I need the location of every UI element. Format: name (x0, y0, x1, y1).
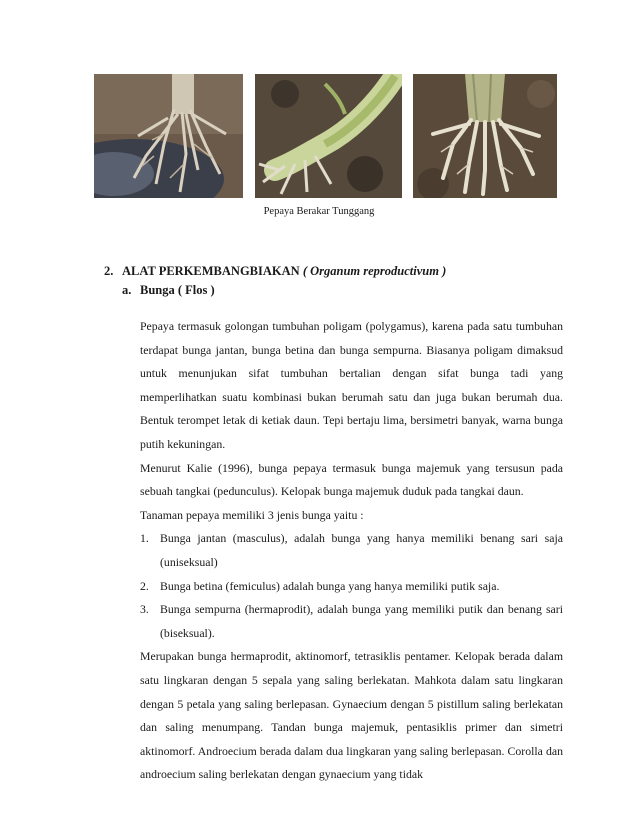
paragraph: Tanaman pepaya memiliki 3 jenis bunga yaitu : (140, 507, 364, 522)
list-item (140, 527, 563, 574)
section-title: ALAT PERKEMBANGBIAKAN (122, 264, 300, 278)
paragraph: Pepaya termasuk golongan tumbuhan poligam (polygamus), karena pada satu tumbuhan terdapat bunga jantan, bunga betina dan bunga sempurna. Biasanya poligam dimaksud untuk menunjukan sifat tumbuhan bertalian dengan sifat bunga tadi yang memperlihatkan suatu kombinasi bukan berumah satu dan juga bukan berumah dua. Bentuk terompet letak di ketiak daun. Tepi bertaju lima, bersimetri banyak, warna bunga putih kekuningan. (140, 319, 563, 451)
photo-trunk-base-roots (413, 74, 557, 198)
paragraph: Merupakan bunga hermaprodit, aktinomorf, tetrasiklis pentamer. Kelopak berada dalam satu lingkaran dengan 5 sepala yang saling berlekatan. Mahkota dalam satu lingkaran dengan 5 petala yang saling berlepasan. Gynaecium dengan 5 pistillum saling berlekatan dan saling menumpang. Tandan bunga majemuk, pentasiklis primer dan simetri aktinomorf. Androecium berada dalam dua lingkaran yang saling berlepasan. Corolla dan androecium saling berlekatan dengan gynaecium yang tidak (140, 649, 563, 782)
section-title-latin: ( Organum reproductivum ) (302, 264, 447, 278)
section-number: 2. (104, 264, 114, 278)
body-text (140, 315, 563, 787)
flower-types-list (140, 527, 563, 645)
subsection-heading (122, 282, 215, 298)
list-item-text: Bunga sempurna (hermaprodit), adalah bunga yang memiliki putik dan benang sari (biseksual). (160, 602, 563, 640)
list-item-number: 1. (140, 531, 149, 546)
photo-uprooted-taproot (94, 74, 243, 198)
subsection-title: Bunga ( Flos ) (140, 283, 215, 297)
subsection-letter: a. (122, 283, 132, 297)
list-item (140, 575, 563, 599)
section-heading (104, 263, 446, 279)
photo-strip (94, 74, 557, 198)
paragraph: Menurut Kalie (1996), bunga pepaya termasuk bunga majemuk yang tersusun pada sebuah tangkai (pedunculus). Kelopak bunga majemuk duduk pada tangkai daun. (140, 460, 563, 499)
list-item (140, 598, 563, 645)
figure-caption: Pepaya Berakar Tunggang (263, 206, 375, 217)
list-item-number: 3. (140, 602, 149, 617)
list-item-number: 2. (140, 578, 149, 593)
list-item-text: Bunga betina (femiculus) adalah bunga yang hanya memiliki putik saja. (160, 578, 500, 593)
photo-stem-roots (255, 74, 402, 198)
list-item-text: Bunga jantan (masculus), adalah bunga yang hanya memiliki benang sari saja (uniseksual) (160, 531, 563, 569)
